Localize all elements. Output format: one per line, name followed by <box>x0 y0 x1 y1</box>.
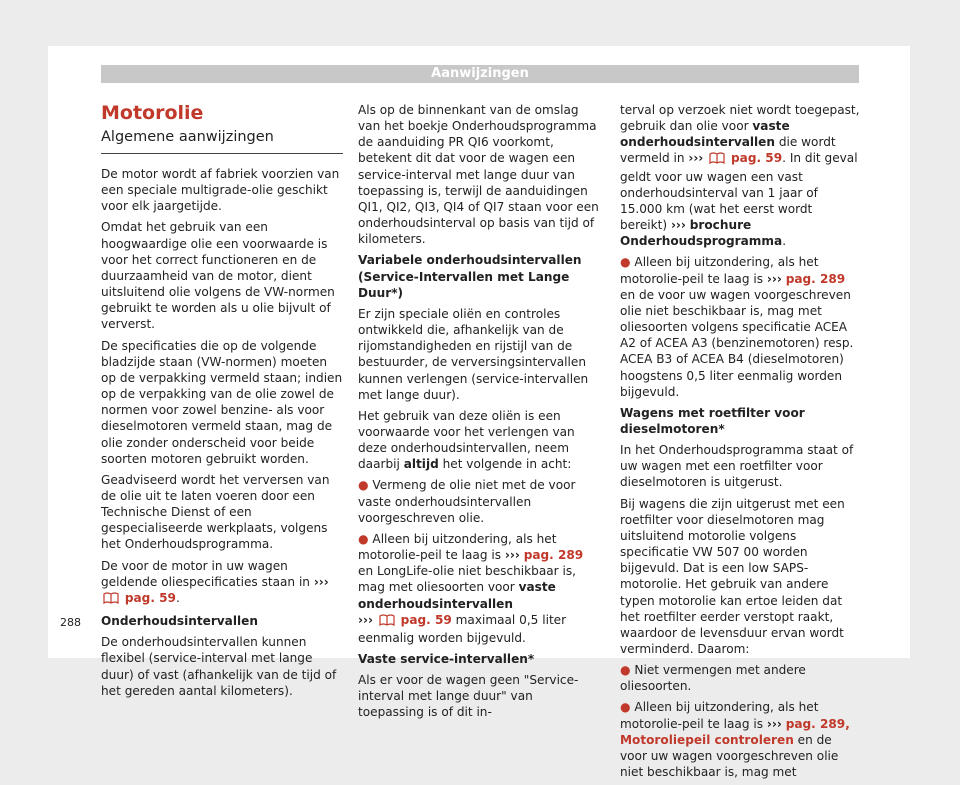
column-3 <box>620 102 860 785</box>
paragraph: Als er voor de wagen geen "Service-interval met lange duur" van toepassing is of dit in- <box>358 673 579 720</box>
bullet-item: ● Vermeng de olie niet met de voor vaste onderhoudsintervallen voorgeschreven olie. <box>358 478 576 525</box>
page-reference-link[interactable]: pag. 59 <box>124 590 176 605</box>
page-number: 288 <box>60 616 81 629</box>
cross-ref-arrow: ››› <box>504 548 520 563</box>
section-subtitle: Algemene aanwijzingen <box>101 128 343 154</box>
column-2 <box>358 102 601 726</box>
page-reference-link[interactable]: pag. 289 <box>785 271 846 286</box>
bullet-icon: ● <box>358 531 369 546</box>
bullet-item: ● Alleen bij uitzondering, als het motorolie-peil te laag is ››› pag. 289, Motoroliepeil controleren en de voor uw wagen voorgeschreven olie niet beschikbaar is, mag met <box>620 700 850 780</box>
bullet-icon: ● <box>620 700 631 715</box>
bullet-item: ● Alleen bij uitzondering, als het motorolie-peil te laag is ››› pag. 289 en de voor uw wagen voorgeschreven olie niet beschikbaar is, mag met oliesoorten volgens specificatie ACEA A2 of ACEA A3 (benzinemotoren) resp. ACEA B3 of ACEA B4 (dieselmotoren) hoogstens 0,5 liter eenmalig worden bijgevuld. <box>620 255 854 399</box>
book-reference-icon <box>379 614 395 630</box>
book-reference-icon <box>103 592 119 608</box>
bullet-icon: ● <box>620 663 631 678</box>
paragraph: Er zijn speciale oliën en controles ontwikkeld die, afhankelijk van de rijomstandigheden en rijstijl van de bestuurder, de verversingsintervallen kunnen verlengen (service-intervallen met lange duur). <box>358 306 589 402</box>
page-title: Motorolie <box>101 102 204 124</box>
page-reference-link[interactable]: pag. 289, Motoroliepeil controleren <box>620 716 850 747</box>
bullet-item: ● Alleen bij uitzondering, als het motorolie-peil te laag is ››› pag. 289 en LongLife-olie niet beschikbaar is, mag met oliesoorten voor vaste onderhoudsintervallen ››› pag. 59 maximaal 0,5 liter eenmalig worden bijgevuld. <box>358 531 584 645</box>
subheading: Variabele onderhoudsintervallen (Service-Intervallen met Lange Duur*) <box>358 253 582 300</box>
book-reference-icon <box>709 152 725 168</box>
bullet-icon: ● <box>358 478 369 493</box>
paragraph: Bij wagens die zijn uitgerust met een roetfilter voor dieselmotoren mag uitsluitend motorolie volgens specificatie VW 507 00 worden bijgevuld. Dat is een low SAPS-motorolie. Het gebruik van andere typen motorolie kan ertoe leiden dat het roetfilter eerder verstopt raakt, waardoor de levensduur ervan wordt verminderd. Daarom: <box>620 496 845 656</box>
cross-ref-arrow: ››› <box>670 218 686 233</box>
paragraph: De motor wordt af fabriek voorzien van een speciale multigrade-olie geschikt voor elk jaargetijde. <box>101 167 340 214</box>
cross-ref-arrow: ››› <box>688 151 704 166</box>
cross-ref-arrow: ››› <box>766 271 782 286</box>
subheading: Vaste service-intervallen* <box>358 652 535 666</box>
brochure-reference: brochure Onderhoudsprogramma <box>620 218 783 249</box>
bullet-item: ● Niet vermengen met andere oliesoorten. <box>620 663 806 694</box>
column-1 <box>101 102 343 704</box>
paragraph: In het Onderhoudsprogramma staat of uw wagen met een roetfilter voor dieselmotoren is uitgerust. <box>620 443 854 490</box>
paragraph: Het gebruik van deze oliën is een voorwaarde voor het verlengen van deze onderhoudsintervallen, neem daarbij altijd het volgende in acht: <box>358 408 575 472</box>
cross-ref-arrow: ››› <box>766 716 782 731</box>
section-header: Aanwijzingen <box>101 65 859 83</box>
page-reference-link[interactable]: pag. 289 <box>523 548 584 563</box>
paragraph: terval op verzoek niet wordt toegepast, gebruik dan olie voor vaste onderhoudsintervallen die wordt vermeld in ››› pag. 59. In dit geval geldt voor uw wagen een vast onderhoudsinterval van 1 jaar of 15.000 km (wat het eerst wordt bereikt) ››› brochure Onderhoudsprogramma. <box>620 103 860 249</box>
paragraph: Als op de binnenkant van de omslag van het boekje Onderhoudsprogramma de aanduiding PR QI6 voorkomt, betekent dit dat voor de wagen een service-interval met lange duur van toepassing is, terwijl de aanduidingen QI1, QI2, QI3, QI4 of QI7 staan voor een onderhoudsinterval op basis van tijd of kilometers. <box>358 103 599 247</box>
page-reference-link[interactable]: pag. 59 <box>731 151 783 166</box>
paragraph: De specificaties die op de volgende bladzijde staan (VW-normen) moeten op de verpakking vermeld staan; indien op de verpakking van de olie zowel de normen voor zowel benzine- als voor dieselmotoren vermeld staan, mag de olie zonder onderscheid voor beide soorten motoren gebruikt worden. <box>101 338 343 466</box>
cross-ref-arrow: ››› <box>358 612 373 627</box>
paragraph: De voor de motor in uw wagen geldende oliespecificaties staan in ››› pag. 59. <box>101 558 343 608</box>
page-reference-link[interactable]: pag. 59 <box>400 612 452 627</box>
paragraph: Omdat het gebruik van een hoogwaardige olie een voorwaarde is voor het correct functioneren en de duurzaamheid van de motor, dient uitsluitend olie volgens de VW-normen gebruikt te worden als u olie bijvult of ververst. <box>101 220 335 332</box>
subheading: Onderhoudsintervallen <box>101 614 258 629</box>
bullet-icon: ● <box>620 255 631 270</box>
cross-ref-arrow: ››› <box>313 574 329 589</box>
subheading: Wagens met roetfilter voor dieselmotoren* <box>620 405 805 436</box>
paragraph: De onderhoudsintervallen kunnen flexibel (service-interval met lange duur) of vast (afhankelijk van de tijd of het gereden aantal kilometers). <box>101 635 337 698</box>
paragraph: Geadviseerd wordt het verversen van de olie uit te laten voeren door een Technische Dienst of een gespecialiseerde werkplaats, volgens het Onderhoudsprogramma. <box>101 472 330 552</box>
